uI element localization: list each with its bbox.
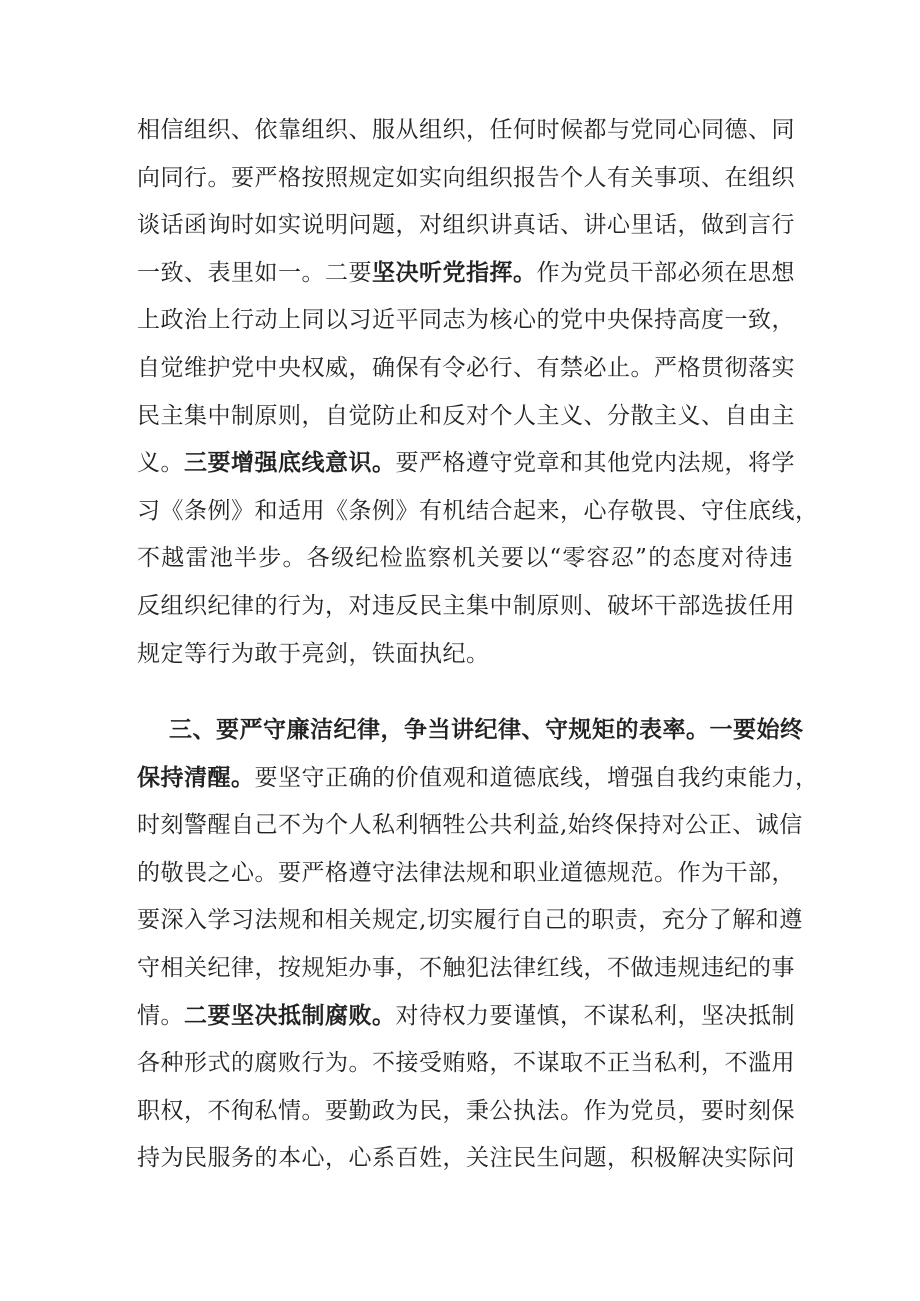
text-line: [137, 1088, 793, 1136]
text-line: [137, 850, 793, 898]
text-line: [137, 1040, 793, 1088]
text-run: 向同行。要严格按照规定如实向组织报告个人有关事项、在组织: [137, 164, 795, 191]
text-run: 规定等行为敢于亮剑，铁面执纪。: [137, 640, 490, 667]
text-run: 作为党员干部必须在思想: [536, 259, 795, 286]
text-run: 谈话函询时如实说明问题，对组织讲真话、讲心里话，做到言行: [137, 212, 795, 239]
text-run: 反组织纪律的行为，对违反民主集中制原则、破坏干部选拔任用: [137, 592, 795, 619]
text-line: [137, 297, 793, 345]
text-line: [137, 945, 793, 993]
text-run: 相信组织、依靠组织、服从组织，任何时候都与党同心同德、同: [137, 117, 795, 143]
text-run: 的敬畏之心。要严格遵守法律法规和职业道德规范。作为干部，: [137, 859, 795, 886]
text-line: [137, 993, 793, 1041]
text-run: 上政治上行动上同以习近平同志为核心的党中央保持高度一致，: [137, 307, 795, 334]
text-line: [137, 535, 793, 583]
text-run: 不越雷池半步。各级纪检监察机关要以“零容忍”的态度对待违: [137, 545, 793, 572]
bold-heading-listen-to-party: 坚决听党指挥。: [372, 259, 537, 286]
text-line: [137, 107, 793, 155]
text-run: 要深入学习法规和相关规定,切实履行自己的职责，充分了解和遵: [137, 907, 803, 934]
text-run: 持为民服务的本心，心系百姓，关注民生问题，积极解决实际问: [137, 1145, 795, 1172]
text-line: [137, 1135, 793, 1183]
text-line: [137, 345, 793, 393]
text-line: [137, 202, 793, 250]
text-run: 各种形式的腐败行为。不接受贿赂，不谋取不正当私利，不滥用: [137, 1050, 795, 1077]
text-line: [137, 440, 793, 488]
text-line: [137, 897, 803, 945]
paragraph-integrity-discipline: [137, 707, 819, 1183]
text-run: 要坚守正确的价值观和道德底线，增强自我约束能力，: [254, 764, 819, 791]
text-line: [137, 631, 793, 679]
text-run: 习《条例》和适用《条例》有机结合起来，心存敬畏、守住底线，: [137, 497, 819, 524]
text-line: [137, 707, 804, 755]
bold-heading-resist-corruption: 二要坚决抵制腐败。: [184, 1002, 396, 1029]
text-run: 职权，不徇私情。要勤政为民，秉公执法。作为党员，要时刻保: [137, 1097, 795, 1124]
text-line: [137, 488, 819, 536]
text-line: [137, 755, 819, 803]
text-run: 义。: [137, 450, 184, 477]
text-run: 民主集中制原则，自觉防止和反对个人主义、分散主义、自由主: [137, 402, 795, 429]
bold-heading-bottom-line: 三要增强底线意识。: [184, 450, 396, 477]
text-run: 时刻警醒自己不为个人私利牺牲公共利益,始终保持对公正、诚信: [137, 812, 803, 839]
text-run: 自觉维护党中央权威，确保有令必行、有禁必止。严格贯彻落实: [137, 354, 795, 381]
text-run: 情。: [137, 1002, 184, 1029]
text-run: 要严格遵守党章和其他党内法规，将学: [395, 450, 795, 477]
text-line: [137, 250, 793, 298]
text-line: [137, 393, 793, 441]
text-run: 一致、表里如一。二要: [137, 259, 372, 286]
text-run: 守相关纪律，按规矩办事，不触犯法律红线，不做违规违纪的事: [137, 954, 795, 981]
text-line: [137, 802, 803, 850]
text-line: [137, 583, 793, 631]
bold-heading-stay-sober: 保持清醒。: [137, 764, 255, 791]
text-line: [137, 155, 793, 203]
bold-section-heading: 三、要严守廉洁纪律，争当讲纪律、守规矩的表率。一要始终: [169, 717, 804, 743]
text-run: 对待权力要谨慎，不谋私利，坚决抵制: [395, 1002, 795, 1029]
paragraph-organizational-discipline: [137, 107, 819, 678]
